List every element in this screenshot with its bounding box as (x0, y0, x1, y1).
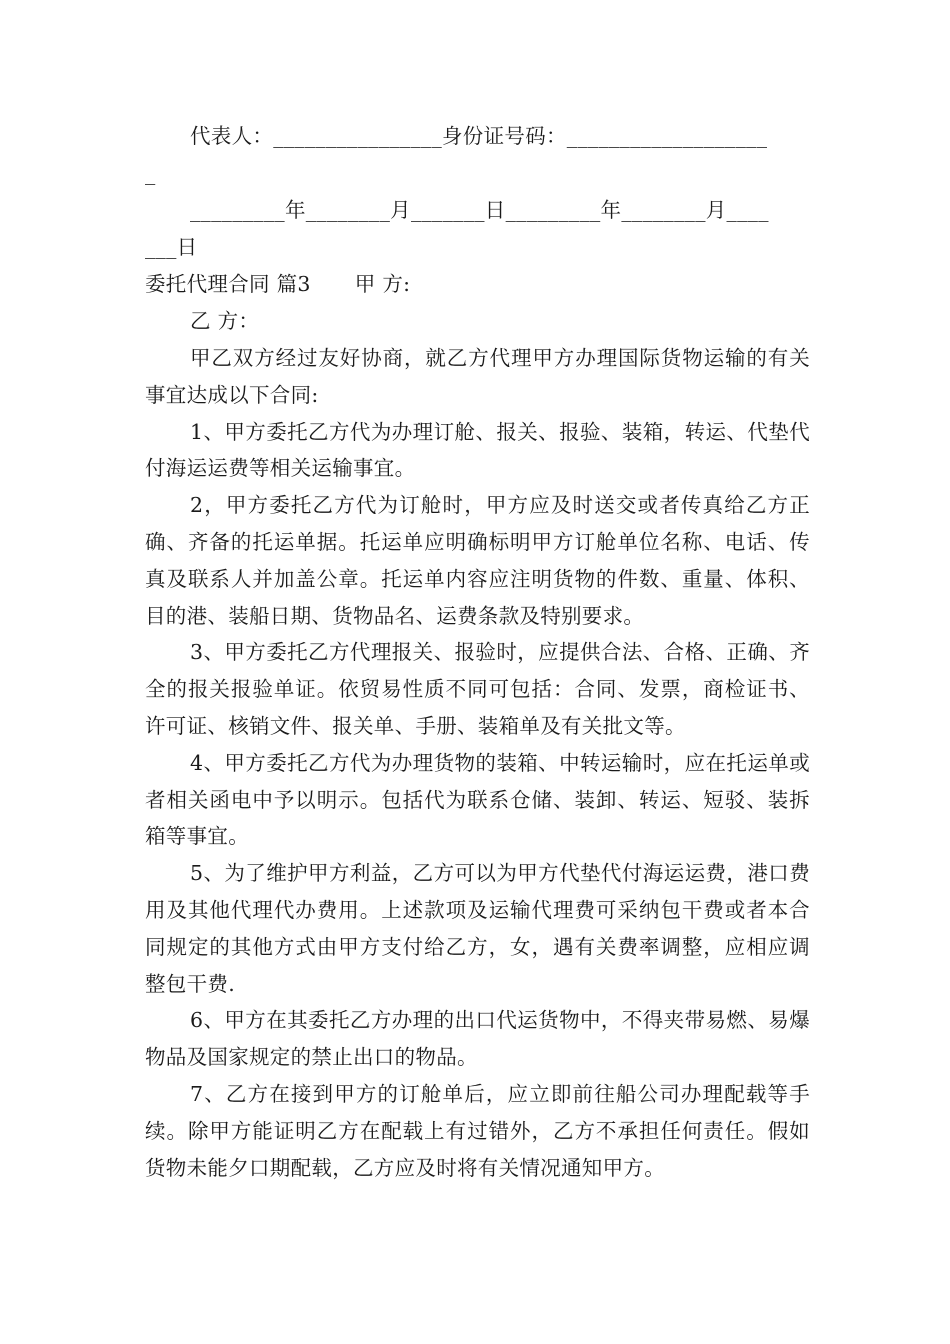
date-line-wrap: ___日 (145, 235, 198, 259)
representative-line: 代表人：________________身份证号码：___________________ (190, 124, 768, 148)
paragraph-clause-7: 7、乙方在接到甲方的订舱单后，应立即前往船公司办理配载等手续。除甲方能证明乙方在配载上有过错外，乙方不承担任何责任。假如货物未能夕口期配载，乙方应及时将有关情况通知甲方。 (145, 1081, 810, 1180)
paragraph-clause-6: 6、甲方在其委托乙方办理的出口代运货物中，不得夹带易燃、易爆物品及国家规定的禁止出口的物品。 (145, 1008, 810, 1070)
party-b-label: 乙 方： (190, 309, 260, 333)
date-line: _________年________月_______日_________年________月____ (190, 198, 769, 222)
paragraph-clause-2: 2，甲方委托乙方代为订舱时，甲方应及时送交或者传真给乙方正确、齐备的托运单据。托运单应明确标明甲方订舱单位名称、电话、传真及联系人并加盖公章。托运单内容应注明货物的件数、重量、体积、目的港、装船日期、货物品名、运费条款及特别要求。 (145, 493, 810, 628)
paragraph-intro: 甲乙双方经过友好协商，就乙方代理甲方办理国际货物运输的有关事宜达成以下合同: (145, 346, 810, 407)
document-body (145, 118, 810, 1186)
paragraph-clause-3: 3、甲方委托乙方代理报关、报验时，应提供合法、合格、正确、齐全的报关报验单证。依贸易性质不同可包括：合同、发票，商检证书、许可证、核销文件、报关单、手册、装箱单及有关批文等。 (145, 640, 810, 738)
section-title: 委托代理合同 篇3 (145, 272, 311, 296)
paragraph-clause-1: 1、甲方委托乙方代为办理订舱、报关、报验、装箱，转运、代垫代付海运运费等相关运输事宜。 (145, 419, 810, 481)
party-a-label: 甲 方: (354, 272, 411, 296)
paragraph-clause-4: 4、甲方委托乙方代为办理货物的装箱、中转运输时，应在托运单或者相关函电中予以明示。包括代为联系仓储、装卸、转运、短驳、装拆箱等事宜。 (145, 750, 810, 849)
representative-line-wrap: _ (145, 161, 156, 185)
paragraph-clause-5: 5、为了维护甲方利益，乙方可以为甲方代垫代付海运运费，港口费用及其他代理代办费用。上述款项及运输代理费可采纳包干费或者本合同规定的其他方式由甲方支付给乙方，女，遇有关费率调整，应相应调整包干费. (145, 861, 810, 996)
section-heading-row (145, 266, 810, 303)
